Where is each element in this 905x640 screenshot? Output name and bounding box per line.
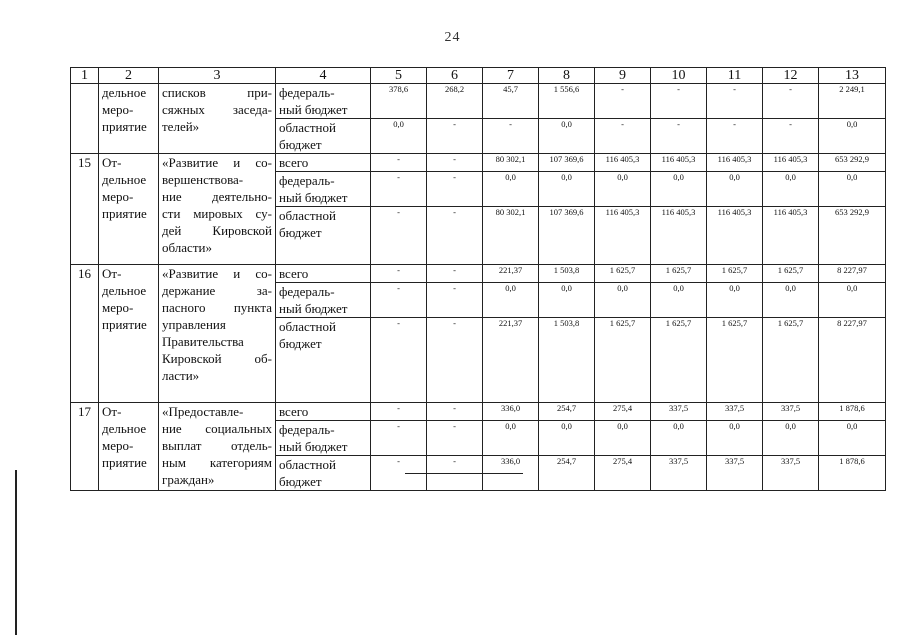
amount-cell: 116 405,3 (651, 154, 707, 172)
column-header: 10 (651, 68, 707, 84)
amount-cell: 0,0 (651, 421, 707, 456)
measure-name-line: «Развитие и со- (162, 266, 272, 281)
amount-cell: 8 227,97 (819, 265, 886, 283)
amount-cell: 80 302,1 (483, 207, 539, 265)
amount-cell: 1 625,7 (763, 318, 819, 403)
funding-source (276, 283, 371, 318)
measure-kind (99, 84, 159, 154)
amount-cell: 116 405,3 (595, 154, 651, 172)
column-header: 12 (763, 68, 819, 84)
measure-name-line: вершенствова- (162, 172, 244, 187)
amount-cell: 0,0 (763, 172, 819, 207)
funding-source-line: бюджет (279, 336, 322, 351)
amount-cell: - (707, 119, 763, 154)
measure-name-line: держание за- (162, 283, 272, 298)
amount-cell: 0,0 (819, 119, 886, 154)
amount-cell: - (651, 119, 707, 154)
amount-cell: - (427, 421, 483, 456)
measure-kind-line: дельное (102, 283, 147, 298)
column-header: 3 (159, 68, 276, 84)
amount-cell: - (427, 154, 483, 172)
funding-source-line: ный бюджет (279, 190, 348, 205)
amount-cell: - (371, 265, 427, 283)
amount-cell: 275,4 (595, 403, 651, 421)
funding-source (276, 172, 371, 207)
funding-source (276, 318, 371, 403)
amount-cell: 1 503,8 (539, 318, 595, 403)
funding-source-line: ный бюджет (279, 102, 348, 117)
amount-cell: 0,0 (539, 172, 595, 207)
amount-cell: 116 405,3 (763, 207, 819, 265)
amount-cell: 337,5 (763, 403, 819, 421)
amount-cell: 0,0 (483, 283, 539, 318)
amount-cell: - (595, 119, 651, 154)
amount-cell: 1 625,7 (707, 265, 763, 283)
amount-cell: - (651, 84, 707, 119)
measure-name-line: пасного пункта (162, 300, 272, 315)
amount-cell: 1 625,7 (651, 318, 707, 403)
funding-source (276, 403, 371, 421)
funding-source-line: федераль- (279, 173, 335, 188)
measure-kind-line: приятие (102, 317, 147, 332)
amount-cell: 1 503,8 (539, 265, 595, 283)
table-row (71, 84, 886, 119)
measure-name (159, 265, 276, 403)
funding-source-line: федераль- (279, 422, 335, 437)
funding-source-line: областной (279, 208, 336, 223)
measure-kind-line: От- (102, 155, 122, 170)
amount-cell: 0,0 (651, 283, 707, 318)
amount-cell: - (371, 456, 427, 491)
amount-cell: 0,0 (819, 172, 886, 207)
amount-cell: - (427, 265, 483, 283)
measure-kind-line: меро- (102, 189, 134, 204)
amount-cell: - (371, 154, 427, 172)
measure-name (159, 154, 276, 265)
header-row (71, 68, 886, 84)
measure-name (159, 84, 276, 154)
funding-source-line: областной (279, 319, 336, 334)
amount-cell: 116 405,3 (651, 207, 707, 265)
amount-cell: - (427, 172, 483, 207)
measure-kind-line: приятие (102, 206, 147, 221)
amount-cell: 107 369,6 (539, 207, 595, 265)
table-row (71, 154, 886, 172)
column-header: 1 (71, 68, 99, 84)
amount-cell: 1 878,6 (819, 456, 886, 491)
amount-cell: 275,4 (595, 456, 651, 491)
funding-source-line: федераль- (279, 85, 335, 100)
amount-cell: 0,0 (539, 119, 595, 154)
column-header: 13 (819, 68, 886, 84)
column-header: 5 (371, 68, 427, 84)
amount-cell: 254,7 (539, 456, 595, 491)
measure-name-line: ние социальных (162, 421, 272, 436)
measure-name-line: Правительства (162, 334, 244, 349)
amount-cell: - (707, 84, 763, 119)
amount-cell: 0,0 (819, 421, 886, 456)
measure-name-line: телей» (162, 119, 200, 134)
measure-kind-line: меро- (102, 438, 134, 453)
measure-name-line: области» (162, 240, 212, 255)
amount-cell: 0,0 (595, 283, 651, 318)
amount-cell: 0,0 (539, 421, 595, 456)
amount-cell: 0,0 (595, 421, 651, 456)
amount-cell: 378,6 (371, 84, 427, 119)
row-number (71, 84, 99, 154)
budget-table (70, 67, 886, 491)
amount-cell: 653 292,9 (819, 207, 886, 265)
funding-source-line: ный бюджет (279, 439, 348, 454)
measure-name-line: ласти» (162, 368, 200, 383)
funding-source-line: всего (279, 404, 309, 419)
amount-cell: - (371, 403, 427, 421)
closing-rule (405, 473, 523, 474)
measure-name (159, 403, 276, 491)
amount-cell: 221,37 (483, 318, 539, 403)
amount-cell: 80 302,1 (483, 154, 539, 172)
amount-cell: 107 369,6 (539, 154, 595, 172)
amount-cell: - (427, 119, 483, 154)
funding-source (276, 421, 371, 456)
measure-name-line: «Предоставле- (162, 404, 244, 419)
measure-name-line: граждан» (162, 472, 215, 487)
amount-cell: - (371, 207, 427, 265)
funding-source-line: областной (279, 120, 336, 135)
table-body (71, 68, 886, 491)
amount-cell: 337,5 (651, 456, 707, 491)
measure-name-line: ние деятельно- (162, 189, 272, 204)
funding-source (276, 456, 371, 491)
funding-source (276, 119, 371, 154)
measure-name-line: сти мировых су- (162, 206, 272, 221)
column-header: 4 (276, 68, 371, 84)
measure-kind (99, 154, 159, 265)
amount-cell: 221,37 (483, 265, 539, 283)
measure-kind-line: От- (102, 266, 122, 281)
funding-source-line: бюджет (279, 137, 322, 152)
table-row (71, 403, 886, 421)
measure-name-line: Кировской об- (162, 351, 272, 366)
amount-cell: - (427, 403, 483, 421)
amount-cell: 336,0 (483, 456, 539, 491)
measure-kind-line: От- (102, 404, 122, 419)
funding-source-line: всего (279, 266, 309, 281)
amount-cell: 0,0 (763, 283, 819, 318)
measure-kind-line: меро- (102, 102, 134, 117)
margin-mark (15, 470, 17, 635)
measure-kind-line: дельное (102, 85, 147, 100)
amount-cell: - (371, 421, 427, 456)
amount-cell: - (483, 119, 539, 154)
amount-cell: 1 625,7 (595, 265, 651, 283)
measure-kind-line: дельное (102, 172, 147, 187)
funding-source-line: федераль- (279, 284, 335, 299)
amount-cell: - (427, 283, 483, 318)
measure-kind-line: приятие (102, 119, 147, 134)
funding-source-line: бюджет (279, 474, 322, 489)
amount-cell: - (763, 84, 819, 119)
amount-cell: 0,0 (707, 283, 763, 318)
measure-kind (99, 265, 159, 403)
measure-name-line: выплат отдель- (162, 438, 272, 453)
amount-cell: 45,7 (483, 84, 539, 119)
amount-cell: 0,0 (763, 421, 819, 456)
amount-cell: 1 625,7 (763, 265, 819, 283)
amount-cell: 0,0 (371, 119, 427, 154)
amount-cell: 2 249,1 (819, 84, 886, 119)
column-header: 7 (483, 68, 539, 84)
amount-cell: 1 625,7 (595, 318, 651, 403)
amount-cell: 0,0 (539, 283, 595, 318)
amount-cell: 1 878,6 (819, 403, 886, 421)
measure-name-line: «Развитие и со- (162, 155, 272, 170)
funding-source (276, 84, 371, 119)
column-header: 8 (539, 68, 595, 84)
amount-cell: 254,7 (539, 403, 595, 421)
column-header: 11 (707, 68, 763, 84)
amount-cell: - (427, 207, 483, 265)
funding-source (276, 207, 371, 265)
amount-cell: 1 625,7 (707, 318, 763, 403)
funding-source (276, 265, 371, 283)
measure-name-line: дей Кировской (162, 223, 272, 238)
amount-cell: - (595, 84, 651, 119)
amount-cell: 116 405,3 (707, 154, 763, 172)
column-header: 9 (595, 68, 651, 84)
amount-cell: 0,0 (483, 172, 539, 207)
amount-cell: - (371, 318, 427, 403)
amount-cell: 116 405,3 (763, 154, 819, 172)
measure-kind-line: меро- (102, 300, 134, 315)
funding-source-line: бюджет (279, 225, 322, 240)
column-header: 6 (427, 68, 483, 84)
amount-cell: 116 405,3 (707, 207, 763, 265)
row-number: 16 (71, 265, 99, 403)
amount-cell: 268,2 (427, 84, 483, 119)
amount-cell: 8 227,97 (819, 318, 886, 403)
measure-name-line: ным категориям (162, 455, 272, 470)
page-number: 24 (444, 30, 461, 45)
amount-cell: - (427, 318, 483, 403)
amount-cell: 337,5 (651, 403, 707, 421)
row-number: 15 (71, 154, 99, 265)
amount-cell: 337,5 (763, 456, 819, 491)
measure-kind-line: дельное (102, 421, 147, 436)
amount-cell: 0,0 (483, 421, 539, 456)
table-row (71, 265, 886, 283)
amount-cell: 0,0 (819, 283, 886, 318)
amount-cell: 0,0 (595, 172, 651, 207)
measure-kind (99, 403, 159, 491)
funding-source-line: ный бюджет (279, 301, 348, 316)
amount-cell: 0,0 (707, 421, 763, 456)
amount-cell: - (427, 456, 483, 491)
amount-cell: - (371, 172, 427, 207)
measure-kind-line: приятие (102, 455, 147, 470)
amount-cell: 1 625,7 (651, 265, 707, 283)
amount-cell: 337,5 (707, 456, 763, 491)
amount-cell: 1 556,6 (539, 84, 595, 119)
amount-cell: 0,0 (651, 172, 707, 207)
amount-cell: 0,0 (707, 172, 763, 207)
amount-cell: - (371, 283, 427, 318)
amount-cell: 336,0 (483, 403, 539, 421)
funding-source-line: областной (279, 457, 336, 472)
amount-cell: 337,5 (707, 403, 763, 421)
amount-cell: 653 292,9 (819, 154, 886, 172)
measure-name-line: управления (162, 317, 226, 332)
amount-cell: - (763, 119, 819, 154)
row-number: 17 (71, 403, 99, 491)
funding-source-line: всего (279, 155, 309, 170)
column-header: 2 (99, 68, 159, 84)
amount-cell: 116 405,3 (595, 207, 651, 265)
measure-name-line: списков при- (162, 85, 272, 100)
funding-source (276, 154, 371, 172)
measure-name-line: сяжных заседа- (162, 102, 272, 117)
